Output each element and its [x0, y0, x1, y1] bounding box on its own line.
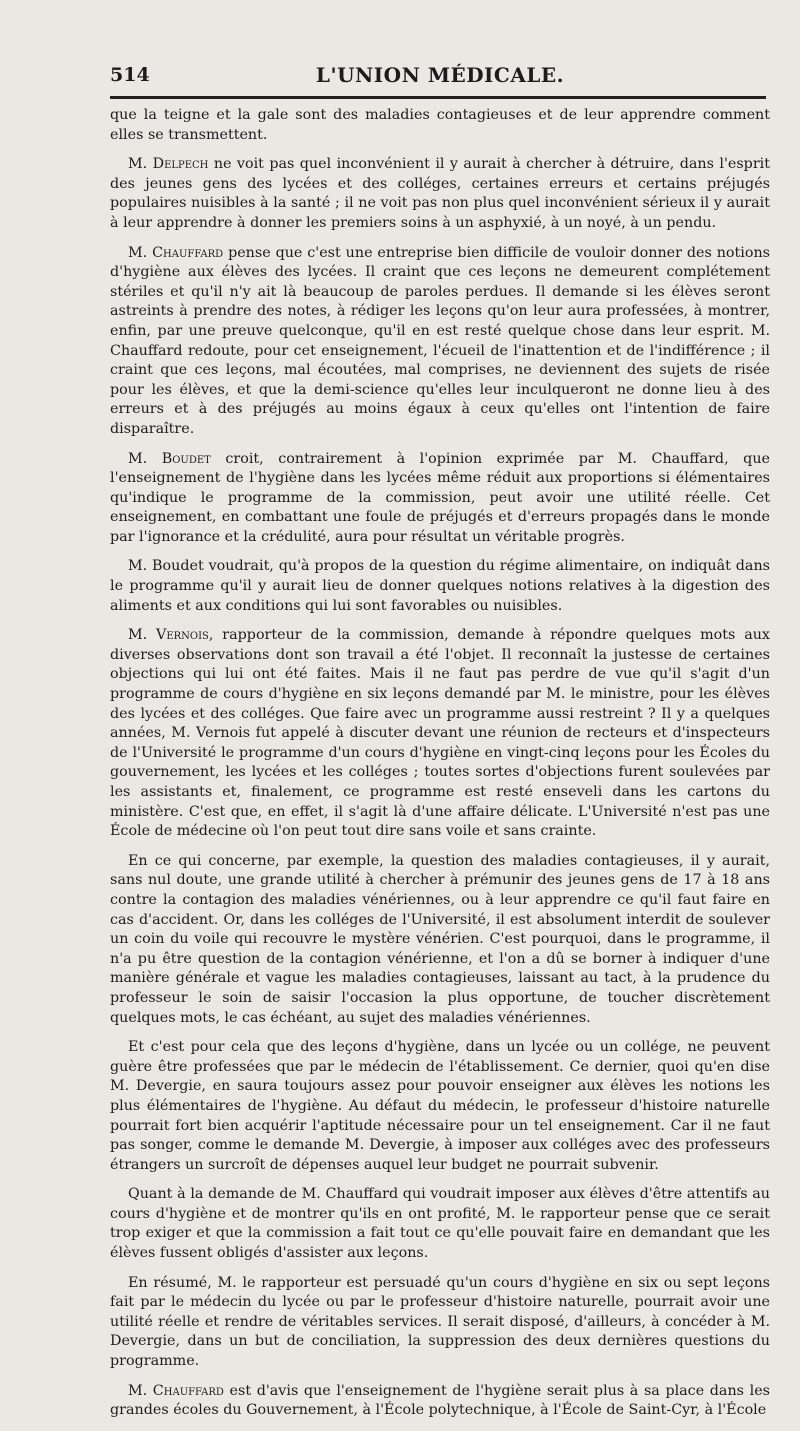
- header-rule: [110, 96, 766, 99]
- speaker-name: M. Chauffard: [128, 244, 224, 261]
- speaker-name: M. Chauffard: [128, 1382, 224, 1399]
- paragraph-chauffard-2: M. Chauffard est d'avis que l'enseignement de l'hygiène serait plus à sa place dans les grandes écoles du Gouvernement, à l'École polytechnique, à l'École de Saint-Cyr, à l'École: [110, 1382, 770, 1419]
- paragraph-medecin: Et c'est pour cela que des leçons d'hygiène, dans un lycée ou un collége, ne peuvent guère être professées que par le médecin de l'établissement. Ce dernier, quoi qu'en dise M. Devergie, en saura toujours assez pour pouvoir enseigner aux élèves les notions les plus élémentaires de l'hygiène. Au défaut du médecin, le professeur d'histoire naturelle pourrait fort bien acquérir l'aptitude nécessaire pour un tel enseignement. Car il ne faut pas songer, comme le demande M. Devergie, à imposer aux colléges avec des professeurs étrangers un surcroît de dépenses auquel leur budget ne pourrait subvenir.: [110, 1039, 770, 1173]
- speaker-name: M. Vernois: [128, 627, 209, 644]
- paragraph-demande: Quant à la demande de M. Chauffard qui voudrait imposer aux élèves d'être attentifs au cours d'hygiène et de montrer qu'ils en ont profité, M. le rapporteur pense que ce serait trop exiger et que la commission a fait tout ce qu'elle pouvait faire en demandant que les élèves fussent obligés d'assister aux leçons.: [110, 1186, 770, 1262]
- speaker-name: M. Boudet: [128, 450, 211, 467]
- paragraph-delpech: M. Delpech ne voit pas quel inconvénient il y aurait à chercher à détruire, dans l'esprit des jeunes gens des lycées et des colléges, certaines erreurs et certains préjugés populaires nuisibles à la santé ; il ne voit pas non plus quel inconvénient sérieux il y aurait à leur apprendre à donner les premiers soins à un asphyxié, à un noyé, à un pendu.: [110, 156, 770, 231]
- paragraph-chauffard: M. Chauffard pense que c'est une entreprise bien difficile de vouloir donner des notions d'hygiène aux élèves des lycées. Il craint que ces leçons ne demeurent complétement stériles et qu'il n'y ait là beaucoup de paroles perdues. Il demande si les élèves seront astreints à prendre des notes, à rédiger les leçons qu'on leur aura professées, à montrer, enfin, par une preuve quelconque, qu'il en est resté quelque chose dans leur esprit. M. Chauffard redoute, pour cet enseignement, l'écueil de l'inattention et de l'indifférence ; il craint que ces leçons, mal écoutées, mal comprises, ne deviennent des sujets de risée pour les élèves, et que la demi-science qu'elles leur inculqueront ne donne lieu à des erreurs et à des préjugés au moins égaux à ceux qu'elles ont l'intention de faire disparaître.: [110, 244, 770, 437]
- paragraph-continuation: que la teigne et la gale sont des maladies contagieuses et de leur apprendre comment elles se transmettent.: [110, 107, 770, 143]
- page-header: [110, 60, 770, 96]
- paragraph-boudet-2: M. Boudet voudrait, qu'à propos de la question du régime alimentaire, on indiquât dans le programme qu'il y aurait lieu de donner quelques notions relatives à la digestion des aliments et aux conditions qui lui sont favorables ou nuisibles.: [110, 558, 770, 614]
- paragraph-contagion: En ce qui concerne, par exemple, la question des maladies contagieuses, il y aurait, sans nul doute, une grande utilité à chercher à prémunir des jeunes gens de 17 à 18 ans contre la contagion des maladies vénériennes, ou à leur apprendre ce qu'il faut faire en cas d'accident. Or, dans les colléges de l'Université, il est absolument interdit de soulever un coin du voile qui recouvre le mystère vénérien. C'est pourquoi, dans le programme, il n'a pu être question de la contagion vénérienne, et l'on a dû se borner à indiquer d'une manière générale et vague les maladies contagieuses, laissant au tact, à la prudence du professeur le soin de saisir l'occasion la plus opportune, de toucher discrètement quelques mots, le cas échéant, au sujet des maladies vénériennes.: [110, 852, 770, 1026]
- paragraph-resume: En résumé, M. le rapporteur est persuadé qu'un cours d'hygiène en six ou sept leçons fait par le médecin du lycée ou par le professeur d'histoire naturelle, pourrait avoir une utilité réelle et rendre de véritables services. Il serait disposé, d'ailleurs, à concéder à M. Devergie, dans un but de conciliation, la suppression des deux dernières questions du programme.: [110, 1274, 770, 1370]
- paragraph-vernois: M. Vernois, rapporteur de la commission, demande à répondre quelques mots aux diverses observations dont son travail a été l'objet. Il reconnaît la justesse de certaines objections qui lui ont été faites. Mais il ne faut pas perdre de vue qu'il s'agit d'un programme de cours d'hygiène en six leçons demandé par M. le ministre, pour les élèves des lycées et des colléges. Que faire avec un programme aussi restreint ? Il y a quelques années, M. Vernois fut appelé à discuter devant une réunion de recteurs et d'inspecteurs de l'Université le programme d'un cours d'hygiène en vingt-cinq leçons pour les Écoles du gouvernement, les lycées et les colléges ; toutes sortes d'objections furent soulevées par les assistants et, finalement, ce programme est resté enseveli dans les cartons du ministère. C'est que, en effet, il s'agit là d'une affaire délicate. L'Université n'est pas une École de médecine où l'on peut tout dire sans voile et sans crainte.: [110, 627, 770, 840]
- speaker-name: M. Delpech: [128, 156, 209, 173]
- page-number: 514: [110, 64, 150, 86]
- paragraph-boudet: M. Boudet croit, contrairement à l'opinion exprimée par M. Chauffard, que l'enseignement de l'hygiène dans les lycées même réduit aux proportions si élémentaires qu'indique le programme de la commission, peut avoir une utilité réelle. Cet enseignement, en combattant une foule de préjugés et d'erreurs propagés dans le monde par l'ignorance et la crédulité, aura pour résultat un véritable progrès.: [110, 450, 770, 545]
- running-title: L'UNION MÉDICALE.: [315, 63, 565, 87]
- article-body: [110, 106, 770, 1431]
